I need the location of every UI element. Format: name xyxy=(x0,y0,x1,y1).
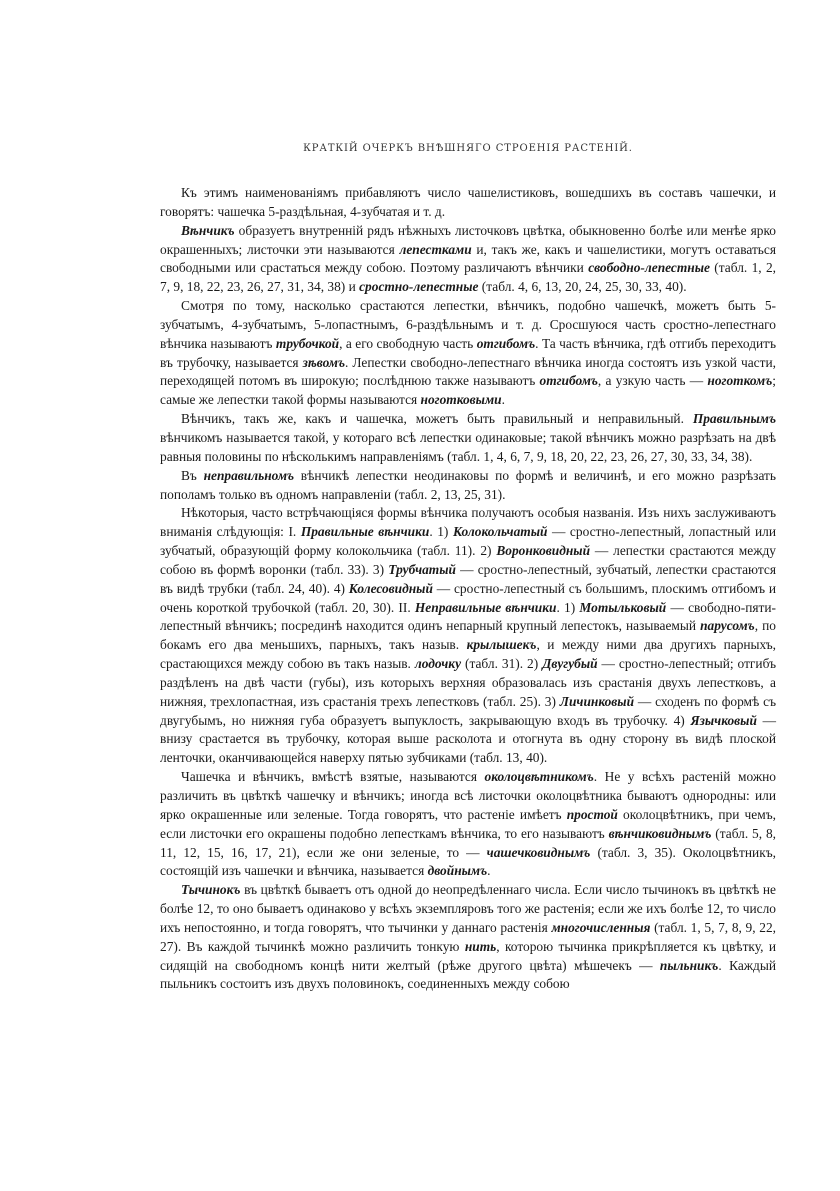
running-head: КРАТКІЙ ОЧЕРКЪ ВНѢШНЯГО СТРОЕНІЯ РАСТЕНІЙ. xyxy=(303,143,633,154)
paragraph: Въ неправильномъ вѣнчикѣ лепестки неодинаковы по формѣ и величинѣ, и его можно разрѣзать пополамъ только въ одномъ направленіи (табл. 2, 13, 25, 31). xyxy=(160,467,776,502)
paragraph: Тычинокъ въ цвѣткѣ бываетъ отъ одной до неопредѣленнаго числа. Если число тычинокъ въ цвѣткѣ не болѣе 12, то оно бываетъ одинаково у всѣхъ экземпляровъ того же растенія; если же ихъ болѣе 12, то число ихъ непостоянно, и тогда говорятъ, что тычинки у даннаго растенія многочисленныя (табл. 1, 5, 7, 8, 9, 22, 27). Въ каждой тычинкѣ можно различить тонкую нить, которою тычинка прикрѣпляется къ цвѣтку, и сидящій на свободномъ концѣ нити желтый (рѣже другого цвѣта) мѣшечекъ — пыльникъ. Каждый пыльникъ состоитъ изъ двухъ половинокъ, соединенныхъ между собою xyxy=(160,882,776,992)
paragraph: Вѣнчикъ, такъ же, какъ и чашечка, можетъ быть правильный и неправильный. Правильнымъ вѣнчикомъ называется такой, у котораго всѣ лепестки одинаковые; такой вѣнчикъ можно разрѣзать на двѣ равныя половины по нѣсколькимъ направленіямъ (табл. 1, 4, 6, 7, 9, 18, 20, 22, 23, 26, 27, 30, 33, 34, 38). xyxy=(160,411,776,464)
paragraph: Вѣнчикъ образуетъ внутренній рядъ нѣжныхъ листочковъ цвѣтка, обыкновенно болѣе или менѣе ярко окрашенныхъ; листочки эти называются лепестками и, такъ же, какъ и чашелистики, могутъ оставаться свободными или срастаться между собою. Поэтому различаютъ вѣнчики свободно-лепестные (табл. 1, 2, 7, 9, 18, 22, 23, 26, 27, 31, 34, 38) и сростно-лепестные (табл. 4, 6, 13, 20, 24, 25, 30, 33, 40). xyxy=(160,222,777,295)
paragraph: Нѣкоторыя, часто встрѣчающіяся формы вѣнчика получаютъ особыя названія. Изъ нихъ заслуживаютъ вниманія слѣдующія: I. Правильные вѣнчики. 1) Колокольчатый — сростно-лепестный, лопастный или зубчатый, образующій форму колокольчика (табл. 11). 2) Воронковидный — лепестки срастаются между собою въ формѣ воронки (табл. 33). 3) Трубчатый — сростно-лепестный, зубчатый, лепестки срастаются въ видѣ трубки (табл. 24, 40). 4) Колесовидный — сростно-лепестный съ большимъ, плоскимъ отгибомъ и очень короткой трубочкой (табл. 20, 30). II. Неправильные вѣнчики. 1) Мотыльковый — свободно-пяти-лепестный вѣнчикъ; посрединѣ находится одинъ непарный крупный лепестокъ, называемый парусомъ, по бокамъ его два меньшихъ, парныхъ, такъ назыв. крылышекъ, и между ними два другихъ парныхъ, срастающихся между собою въ такъ назыв. лодочку (табл. 31). 2) Двугубый — сростно-лепестный; отгибъ раздѣленъ на двѣ части (губы), изъ которыхъ верхняя образовалась изъ срастанія двухъ лепестковъ, а нижняя, трехлопастная, изъ срастанія трехъ лепестковъ (табл. 25). 3) Личинковый — сходенъ по формѣ съ двугубымъ, но нижняя губа образуетъ выпуклость, закрывающую входъ въ трубочку. 4) Язычковый — внизу срастается въ трубочку, которая выше расколота и отогнута въ одну сторону въ видѣ плоской ленточки, оканчивающейся наверху пятью зубчиками (табл. 13, 40). xyxy=(160,505,777,766)
paragraph: Чашечка и вѣнчикъ, вмѣстѣ взятые, называются околоцвѣтникомъ. Не у всѣхъ растеній можно различить въ цвѣткѣ чашечку и вѣнчикъ; иногда всѣ листочки околоцвѣтника бываютъ однородны: или ярко окрашенные или зеленые. Тогда говорятъ, что растеніе имѣетъ простой околоцвѣтникъ, при чемъ, если листочки его окрашены подобно лепесткамъ вѣнчика, то его называютъ вѣнчиковиднымъ (табл. 5, 8, 11, 12, 15, 16, 17, 21), если же они зеленые, то — чашечковиднымъ (табл. 3, 35). Околоцвѣтникъ, состоящій изъ чашечки и вѣнчика, называется двойнымъ. xyxy=(160,769,777,879)
paragraph: Къ этимъ наименованіямъ прибавляютъ число чашелистиковъ, вошедшихъ въ составъ чашечки, и говорятъ: чашечка 5-раздѣльная, 4-зубчатая и т. д. xyxy=(160,185,776,219)
paragraph: Смотря по тому, насколько срастаются лепестки, вѣнчикъ, подобно чашечкѣ, можетъ быть 5-зубчатымъ, 4-зубчатымъ, 5-лопастнымъ, 6-раздѣльнымъ и т. д. Сросшуюся часть сростно-лепестнаго вѣнчика называютъ трубочкой, а его свободную часть отгибомъ. Та часть вѣнчика, гдѣ отгибъ переходитъ въ трубочку, называется зѣвомъ. Лепестки свободно-лепестнаго вѣнчика иногда состоятъ изъ узкой части, переходящей потомъ въ широкую; послѣднюю также называютъ отгибомъ, а узкую часть — ноготкомъ; самые же лепестки такой формы называются ноготковыми. xyxy=(160,298,777,408)
body-text xyxy=(160,184,776,994)
